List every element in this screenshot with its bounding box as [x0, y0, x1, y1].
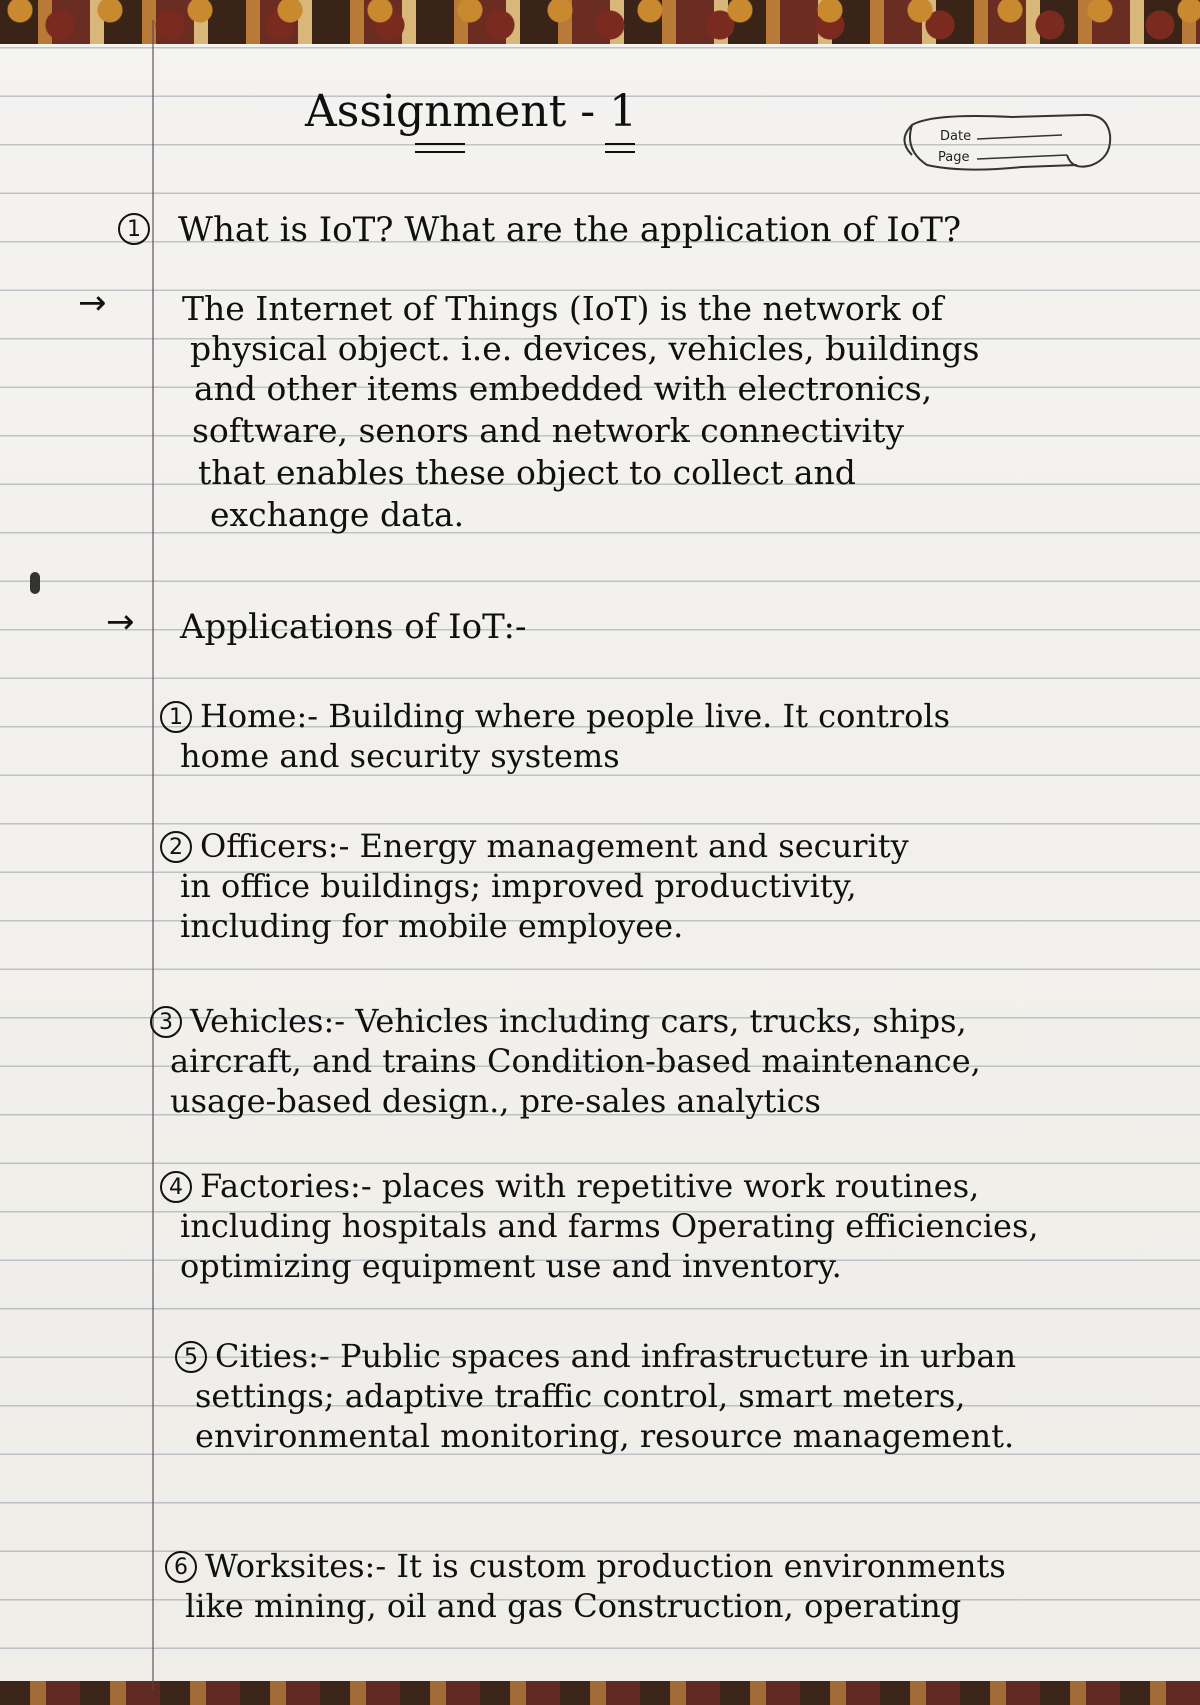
application-line: Worksites:- It is custom production environments	[205, 1547, 1006, 1585]
application-line: Officers:- Energy management and security	[200, 827, 909, 865]
application-line: Factories:- places with repetitive work routines,	[200, 1167, 980, 1205]
application-line: home and security systems	[180, 737, 620, 775]
question-text: What is IoT? What are the application of IoT?	[178, 210, 962, 250]
date-page-stamp	[892, 95, 1117, 187]
application-line: including for mobile employee.	[180, 907, 684, 945]
application-line: usage-based design., pre-sales analytics	[170, 1082, 821, 1120]
application-number: 3	[150, 1003, 182, 1038]
application-line: Home:- Building where people live. It controls	[200, 697, 951, 735]
title-number-underline	[605, 143, 635, 153]
answer-line: and other items embedded with electronics,	[194, 369, 933, 408]
application-line: in office buildings; improved productivity,	[180, 867, 857, 905]
stamp-page-label: Page	[938, 150, 970, 165]
application-line: like mining, oil and gas Construction, operating	[185, 1587, 962, 1625]
question-number: 1	[118, 210, 150, 245]
application-line: environmental monitoring, resource management.	[195, 1417, 1015, 1455]
answer-line: physical object. i.e. devices, vehicles, buildings	[190, 329, 980, 368]
application-line: Cities:- Public spaces and infrastructure in urban	[215, 1337, 1017, 1375]
fabric-background-top	[0, 0, 1200, 44]
binder-hole	[30, 572, 40, 594]
answer-arrow: →	[78, 283, 107, 323]
answer-line: software, senors and network connectivity	[192, 411, 905, 450]
application-line: settings; adaptive traffic control, smart meters,	[195, 1377, 966, 1415]
application-number: 4	[160, 1168, 192, 1203]
application-number: 6	[165, 1548, 197, 1583]
answer-line: The Internet of Things (IoT) is the network of	[182, 289, 944, 328]
title-underline	[415, 143, 465, 153]
application-number: 1	[160, 698, 192, 733]
application-number: 5	[175, 1338, 207, 1373]
applications-heading: Applications of IoT:-	[180, 607, 527, 647]
stamp-date-label: Date	[940, 129, 972, 144]
application-line: Vehicles:- Vehicles including cars, trucks, ships,	[190, 1002, 967, 1040]
application-line: aircraft, and trains Condition-based maintenance,	[170, 1042, 981, 1080]
application-line: optimizing equipment use and inventory.	[180, 1247, 842, 1285]
answer-line: that enables these object to collect and	[198, 453, 856, 492]
application-number: 2	[160, 828, 192, 863]
application-line: including hospitals and farms Operating efficiencies,	[180, 1207, 1039, 1245]
answer-line: exchange data.	[210, 495, 465, 534]
margin-line	[152, 20, 154, 1690]
applications-arrow: →	[106, 602, 135, 642]
fabric-background-bottom	[0, 1681, 1200, 1705]
page-title: Assignment - 1	[305, 86, 638, 137]
